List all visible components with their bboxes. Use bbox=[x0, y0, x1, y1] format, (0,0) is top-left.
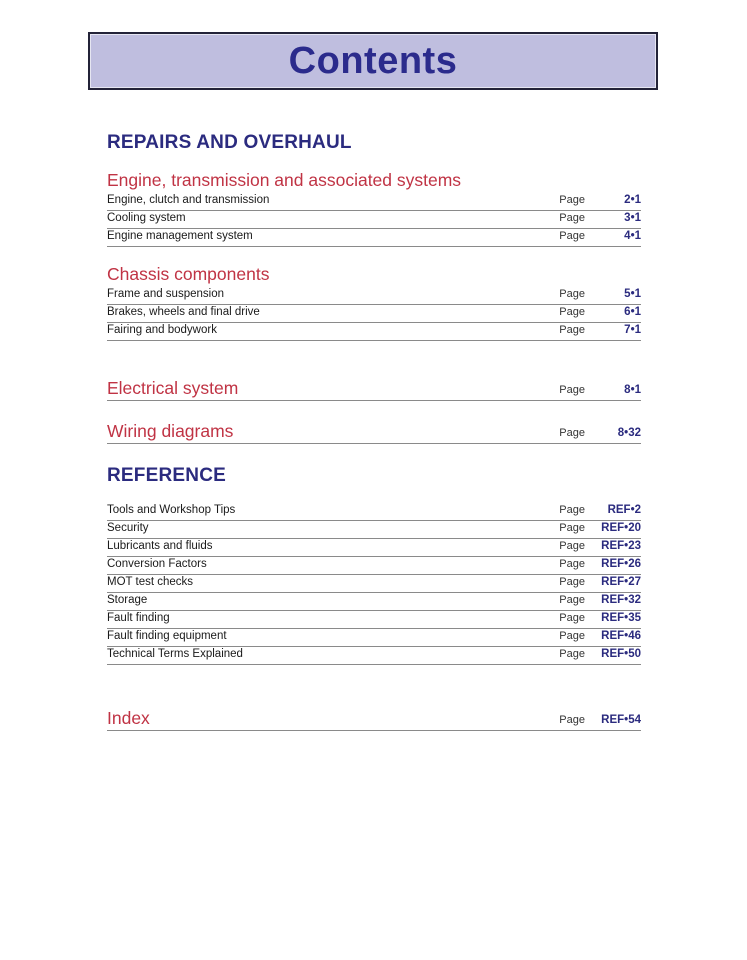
group-reference-entries bbox=[107, 503, 641, 665]
entry-label: Conversion Factors bbox=[107, 558, 207, 571]
spacer bbox=[107, 682, 641, 708]
toc-entry[interactable] bbox=[107, 305, 641, 323]
entry-label: Storage bbox=[107, 594, 148, 607]
toc-entry-wiring-diagrams[interactable] bbox=[107, 421, 641, 444]
page-number: 8•1 bbox=[624, 384, 641, 397]
entry-label: Technical Terms Explained bbox=[107, 648, 243, 661]
page-number: 5•1 bbox=[624, 288, 641, 301]
page-number: REF•2 bbox=[607, 504, 641, 517]
page-label: Page bbox=[559, 522, 585, 535]
toc-entry[interactable] bbox=[107, 629, 641, 647]
toc-entry[interactable] bbox=[107, 503, 641, 521]
toc-entry[interactable] bbox=[107, 287, 641, 305]
section-heading-reference: REFERENCE bbox=[107, 465, 226, 487]
entry-label: Fairing and bodywork bbox=[107, 324, 217, 337]
page-label: Page bbox=[559, 504, 585, 517]
subheading-chassis-components: Chassis components bbox=[107, 264, 270, 285]
page-number: 2•1 bbox=[624, 194, 641, 207]
section-reference bbox=[107, 466, 641, 731]
toc-entry[interactable] bbox=[107, 521, 641, 539]
page-label: Page bbox=[559, 714, 585, 727]
subheading-index: Index bbox=[107, 708, 150, 729]
page-number: 6•1 bbox=[624, 306, 641, 319]
page-number: REF•32 bbox=[601, 594, 641, 607]
group-chassis-components bbox=[107, 264, 641, 341]
contents-title-banner bbox=[88, 32, 658, 90]
spacer bbox=[107, 358, 641, 378]
page-number: 3•1 bbox=[624, 212, 641, 225]
page-number: REF•46 bbox=[601, 630, 641, 643]
subheading-engine-transmission: Engine, transmission and associated systems bbox=[107, 169, 462, 190]
page-label: Page bbox=[559, 558, 585, 571]
page-number: 8•32 bbox=[617, 427, 641, 440]
page-label: Page bbox=[559, 576, 585, 589]
group-engine-transmission bbox=[107, 170, 641, 247]
toc-entry[interactable] bbox=[107, 211, 641, 229]
page-label: Page bbox=[559, 630, 585, 643]
section-heading-repairs: REPAIRS AND OVERHAUL bbox=[107, 132, 352, 153]
page-number: REF•23 bbox=[601, 540, 641, 553]
entry-label: Brakes, wheels and final drive bbox=[107, 306, 260, 319]
page-number: REF•27 bbox=[601, 576, 641, 589]
page-label: Page bbox=[559, 540, 585, 553]
toc-entry[interactable] bbox=[107, 611, 641, 629]
toc-entry-index[interactable] bbox=[107, 708, 641, 731]
entry-label: Security bbox=[107, 522, 149, 535]
page-label: Page bbox=[559, 324, 585, 337]
page-number: REF•50 bbox=[601, 648, 641, 661]
page-label: Page bbox=[559, 230, 585, 243]
toc-entry[interactable] bbox=[107, 229, 641, 247]
contents-list bbox=[107, 133, 641, 731]
entry-label: Fault finding equipment bbox=[107, 630, 227, 643]
entry-label: MOT test checks bbox=[107, 576, 194, 589]
page-number: REF•20 bbox=[601, 522, 641, 535]
page-label: Page bbox=[559, 212, 585, 225]
page-label: Page bbox=[559, 288, 585, 301]
toc-entry-electrical-system[interactable] bbox=[107, 378, 641, 401]
page-number: 4•1 bbox=[624, 230, 641, 243]
page-label: Page bbox=[559, 594, 585, 607]
page-number: REF•35 bbox=[601, 612, 641, 625]
subheading-electrical-system: Electrical system bbox=[107, 378, 239, 399]
toc-entry[interactable] bbox=[107, 593, 641, 611]
section-repairs-and-overhaul bbox=[107, 133, 641, 444]
page-title: Contents bbox=[288, 40, 458, 82]
toc-entry[interactable] bbox=[107, 539, 641, 557]
page-number: 7•1 bbox=[624, 324, 641, 337]
page-label: Page bbox=[559, 194, 585, 207]
toc-entry[interactable] bbox=[107, 647, 641, 665]
toc-entry[interactable] bbox=[107, 193, 641, 211]
entry-label: Cooling system bbox=[107, 212, 186, 225]
page-label: Page bbox=[559, 384, 585, 397]
page-label: Page bbox=[559, 306, 585, 319]
page-label: Page bbox=[559, 427, 585, 440]
entry-label: Engine, clutch and transmission bbox=[107, 194, 270, 207]
toc-entry[interactable] bbox=[107, 575, 641, 593]
spacer bbox=[107, 401, 641, 421]
entry-label: Lubricants and fluids bbox=[107, 540, 213, 553]
page-label: Page bbox=[559, 648, 585, 661]
page-number: REF•26 bbox=[601, 558, 641, 571]
page-label: Page bbox=[559, 612, 585, 625]
entry-label: Engine management system bbox=[107, 230, 253, 243]
subheading-wiring-diagrams: Wiring diagrams bbox=[107, 421, 234, 442]
entry-label: Frame and suspension bbox=[107, 288, 224, 301]
page-number: REF•54 bbox=[601, 714, 641, 727]
entry-label: Tools and Workshop Tips bbox=[107, 504, 236, 517]
entry-label: Fault finding bbox=[107, 612, 170, 625]
toc-entry[interactable] bbox=[107, 557, 641, 575]
toc-entry[interactable] bbox=[107, 323, 641, 341]
